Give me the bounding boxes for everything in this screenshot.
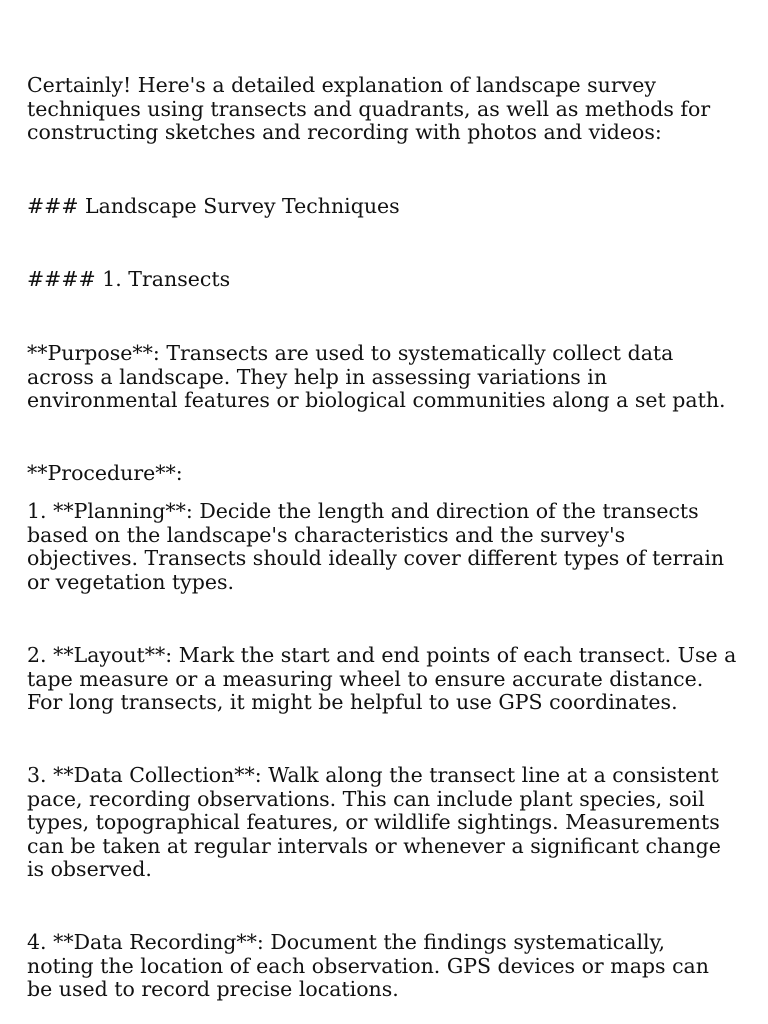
step-line: is observed. (27, 857, 152, 881)
step-line: objectives. Transects should ideally cover different types of terrain (27, 546, 725, 570)
procedure-step-2 (27, 643, 737, 715)
purpose-line: **Purpose**: Transects are used to systematically collect data (27, 341, 674, 365)
step-line: 4. **Data Recording**: Document the findings systematically, (27, 930, 665, 954)
step-line: or vegetation types. (27, 569, 235, 594)
subsection-heading-transects: #### 1. Transects (27, 267, 231, 291)
step-line: tape measure or a measuring wheel to ensure accurate distance. (27, 666, 704, 691)
step-line: pace, recording observations. This can include plant species, soil (27, 786, 705, 811)
step-line: types, topographical features, or wildlife sightings. Measurements (27, 810, 720, 834)
step-line: based on the landscape's characteristics and the survey's (27, 522, 626, 547)
procedure-label: **Procedure**: (27, 461, 183, 485)
intro-line: constructing sketches and recording with photos and videos: (27, 120, 662, 144)
purpose-paragraph (27, 342, 727, 413)
step-line: 1. **Planning**: Decide the length and direction of the transects (27, 499, 699, 523)
intro-paragraph (27, 74, 727, 145)
procedure-step-3 (27, 764, 727, 882)
intro-line: techniques using transects and quadrants, as well as methods for (27, 96, 711, 121)
purpose-line: environmental features or biological communities along a set path. (27, 388, 726, 412)
purpose-line: across a landscape. They help in assessing variations in (27, 364, 608, 389)
section-heading: ### Landscape Survey Techniques (27, 194, 400, 218)
step-line: For long transects, it might be helpful to use GPS coordinates. (27, 690, 678, 714)
step-line: 2. **Layout**: Mark the start and end points of each transect. Use a (27, 643, 737, 667)
step-line: noting the location of each observation. GPS devices or maps can (27, 953, 709, 978)
step-line: can be taken at regular intervals or whenever a significant change (27, 833, 721, 858)
intro-line: Certainly! Here's a detailed explanation of landscape survey (27, 73, 656, 97)
procedure-step-4 (27, 931, 727, 1002)
procedure-step-1 (27, 500, 727, 594)
step-line: 3. **Data Collection**: Walk along the transect line at a consistent (27, 763, 719, 787)
step-line: be used to record precise locations. (27, 977, 399, 1001)
